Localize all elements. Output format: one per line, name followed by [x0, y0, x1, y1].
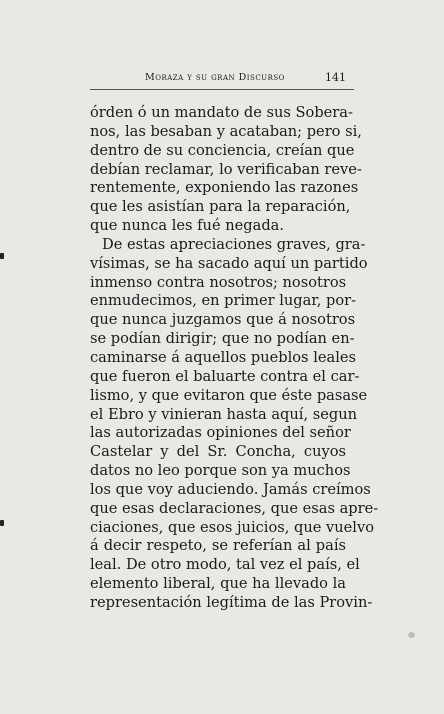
- running-head: Moraza y su gran Discurso: [145, 72, 285, 83]
- text-line: que esas declaraciones, que esas apre-: [90, 499, 379, 517]
- text-line: se podían dirigir; que no podían en-: [90, 330, 355, 348]
- text-line: enmudecimos, en primer lugar, por-: [90, 292, 357, 310]
- text-line: ciaciones, que esos juicios, que vuelvo: [90, 518, 375, 536]
- text-line: á decir respeto, se referían al país: [90, 537, 346, 555]
- text-line: leal. De otro modo, tal vez el país, el: [90, 556, 360, 574]
- text-line: inmenso contra nosotros; nosotros: [90, 273, 347, 291]
- paper-spot: [408, 632, 415, 638]
- text-line: caminarse á aquellos pueblos leales: [90, 348, 356, 366]
- body-text: [90, 104, 379, 613]
- text-line: De estas apreciaciones graves, gra-: [102, 235, 366, 253]
- text-line: rentemente, exponiendo las razones: [90, 179, 359, 197]
- text-line: que fueron el baluarte contra el car-: [90, 367, 360, 385]
- text-line: que nunca juzgamos que á nosotros: [90, 311, 356, 329]
- text-line: nos, las besaban y acataban; pero si,: [90, 122, 362, 140]
- page-header: [90, 72, 354, 86]
- page-number: 141: [325, 71, 346, 84]
- text-line: dentro de su conciencia, creían que: [90, 141, 355, 159]
- header-rule: [90, 89, 354, 90]
- text-line: representación legítima de las Provin-: [90, 593, 373, 611]
- text-line: órden ó un mandato de sus Sobera-: [90, 104, 353, 121]
- text-line: los que voy aduciendo. Jamás creímos: [90, 480, 371, 498]
- text-line: que nunca les fué negada.: [90, 217, 284, 235]
- text-line: debían reclamar, lo verificaban reve-: [90, 160, 362, 178]
- text-line: datos no leo porque son ya muchos: [90, 462, 351, 480]
- text-line: Castelar y del Sr. Concha, cuyos: [90, 443, 346, 461]
- binding-mark: [0, 520, 4, 526]
- text-line: el Ebro y vinieran hasta aquí, segun: [90, 405, 357, 423]
- text-line: elemento liberal, que ha llevado la: [90, 575, 346, 593]
- text-line: que les asistían para la reparación,: [90, 198, 351, 216]
- text-line: las autorizadas opiniones del señor: [90, 424, 351, 442]
- text-line: vísimas, se ha sacado aquí un partido: [90, 254, 368, 272]
- binding-mark: [0, 253, 4, 259]
- text-line: lismo, y que evitaron que éste pasase: [90, 386, 368, 404]
